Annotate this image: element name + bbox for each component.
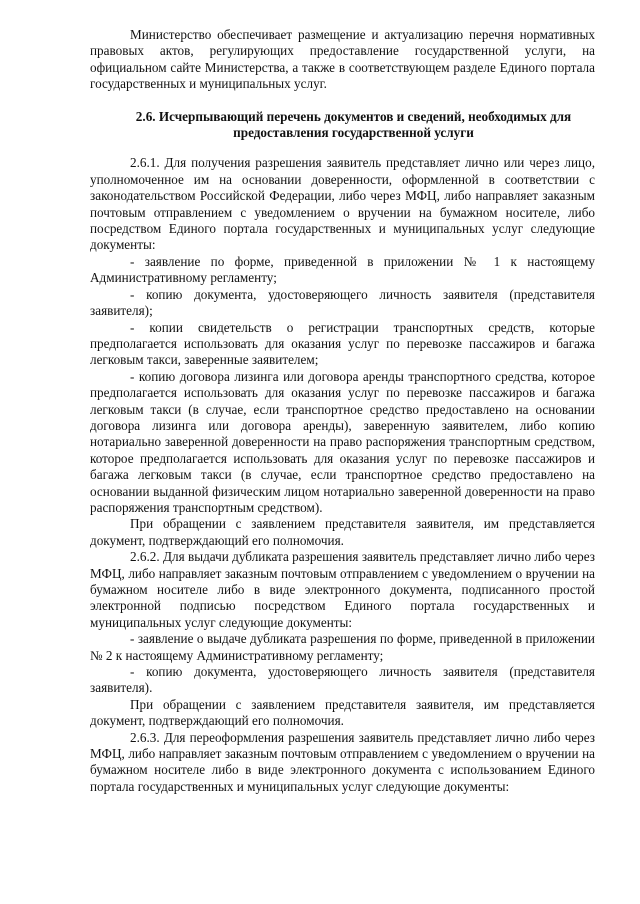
intro-paragraph: Министерство обеспечивает размещение и актуализацию перечня нормативных правовых актов, регулирующих предоставление государственной услуги, на официальном сайте Министерства, а также в соответствующем разделе Единого портала государственных и муниципальных услуг. xyxy=(90,27,595,92)
list-item-identity-document-2: - копию документа, удостоверяющего личность заявителя (представителя заявителя). xyxy=(90,664,595,696)
list-item-leasing-contract: - копию договора лизинга или договора аренды транспортного средства, которое предполагается использовать для оказания услуг по перевозке пассажиров и багажа легковым такси (в случае, если транспортное средство предоставлено на основании договора лизинга или договора аренды), заверенную заявителем, либо копию нотариально заверенной доверенности на право распоряжения транспортным средством, которое предполагается использовать для оказания услуг по перевозке пассажиров и багажа легковым такси (в случае, если транспортное средство предоставлено на основании выданной физическим лицом нотариально заверенной доверенности на право распоряжения транспортным средством). xyxy=(90,368,595,515)
section-heading-2-6: 2.6. Исчерпывающий перечень документов и сведений, необходимых для предоставления государственной услуги xyxy=(135,108,572,141)
paragraph-2-6-2: 2.6.2. Для выдачи дубликата разрешения заявитель представляет лично либо через МФЦ, либо направляет заказным почтовым отправлением с уведомлением о вручении на бумажном носителе либо в виде электронного документа, подписанного простой электронной подписью посредством Единого портала государственных и муниципальных услуг следующие документы: xyxy=(90,549,595,630)
paragraph-2-6-3: 2.6.3. Для переоформления разрешения заявитель представляет лично либо через МФЦ, либо направляет заказным почтовым отправлением с уведомлением о вручении на бумажном носителе либо в виде электронного документа с использованием Единого портала государственных и муниципальных услуг следующие документы: xyxy=(90,729,595,794)
list-item-duplicate-application: - заявление о выдаче дубликата разрешения по форме, приведенной в приложении № 2 к настоящему Административному регламенту; xyxy=(90,631,595,663)
paragraph-2-6-1: 2.6.1. Для получения разрешения заявитель представляет лично или через лицо, уполномоченное им на основании доверенности, оформленной в соответствии с законодательством Российской Федерации, либо через МФЦ, либо направляет заказным почтовым отправлением с уведомлением о вручении на бумажном носителе, либо посредством Единого портала государственных и муниципальных услуг следующие документы: xyxy=(90,155,595,253)
list-item-vehicle-registration: - копии свидетельств о регистрации транспортных средств, которые предполагается использовать для оказания услуг по перевозке пассажиров и багажа легковым такси, заверенные заявителем; xyxy=(90,319,595,368)
list-item-identity-document: - копию документа, удостоверяющего личность заявителя (представителя заявителя); xyxy=(90,286,595,319)
paragraph-representative-note: При обращении с заявлением представителя заявителя, им представляется документ, подтверждающий его полномочия. xyxy=(90,516,595,548)
list-item-application-form: - заявление по форме, приведенной в приложении № 1 к настоящему Административному регламенту; xyxy=(90,253,595,286)
paragraph-representative-note-2: При обращении с заявлением представителя заявителя, им представляется документ, подтверждающий его полномочия. xyxy=(90,696,595,729)
